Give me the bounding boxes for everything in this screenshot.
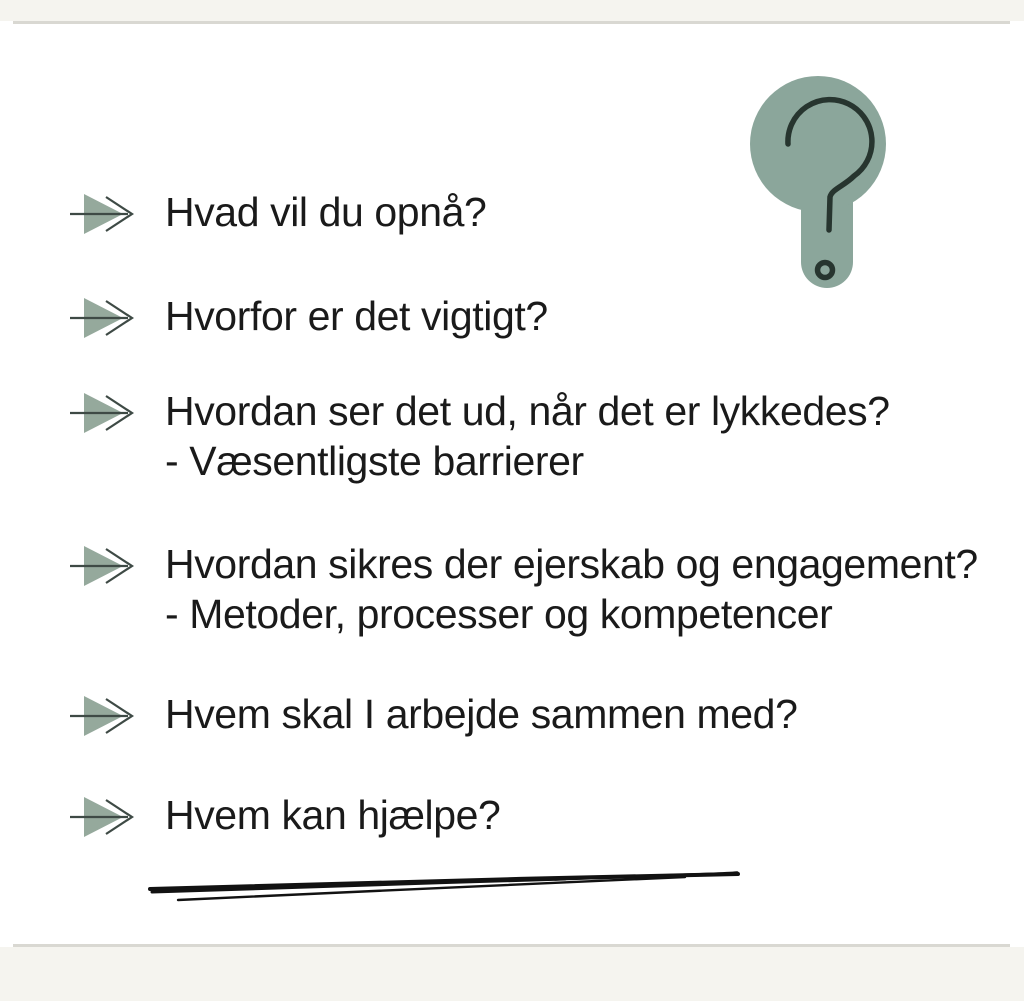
top-divider — [13, 21, 1010, 24]
bullet-text: Hvordan ser det ud, når det er lykkedes? — [165, 388, 890, 434]
bullet-subtext: - Væsentligste barrierer — [165, 438, 584, 484]
double-arrow-right-icon — [70, 543, 136, 589]
bullet-text: Hvad vil du opnå? — [165, 189, 487, 235]
double-arrow-right-icon — [70, 794, 136, 840]
double-arrow-right-icon — [70, 191, 136, 237]
bullet-text: Hvordan sikres der ejerskab og engagement? — [165, 541, 978, 587]
question-mark-magnifier-icon — [740, 60, 900, 300]
bullet-text: Hvorfor er det vigtigt? — [165, 293, 548, 339]
double-arrow-right-icon — [70, 693, 136, 739]
bottom-strip — [0, 947, 1024, 1001]
double-arrow-right-icon — [70, 390, 136, 436]
bullet-text: Hvem kan hjælpe? — [165, 792, 501, 838]
double-arrow-right-icon — [70, 295, 136, 341]
bullet-subtext: - Metoder, processer og kompetencer — [165, 591, 833, 637]
scribble-underline — [125, 855, 740, 910]
bullet-text: Hvem skal I arbejde sammen med? — [165, 691, 798, 737]
top-strip — [0, 0, 1024, 21]
